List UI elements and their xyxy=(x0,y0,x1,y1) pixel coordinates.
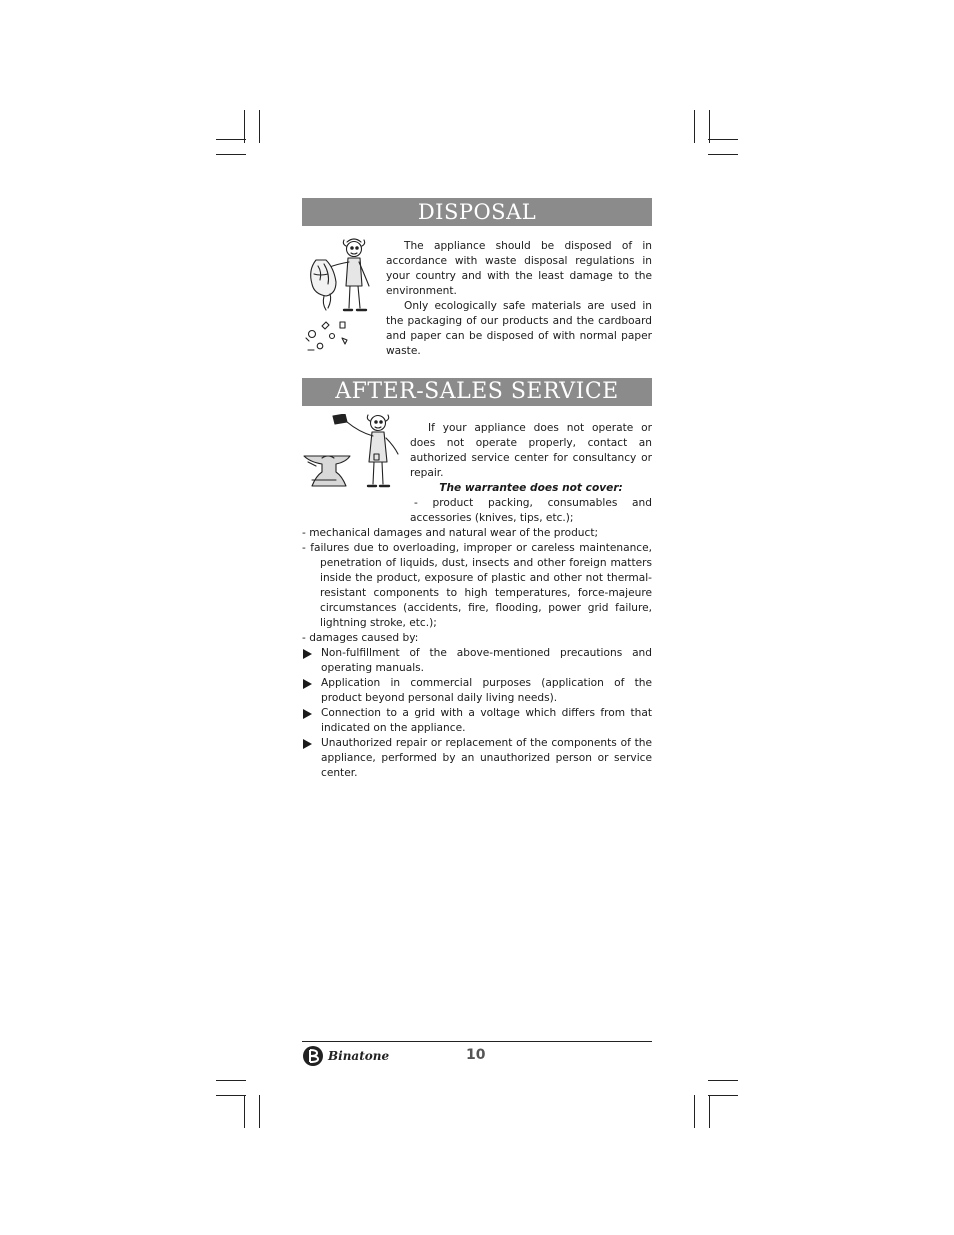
damage-causes-list xyxy=(302,646,652,781)
crop-mark xyxy=(259,110,260,143)
list-item: Connection to a grid with a voltage which differs from that indicated on the appliance. xyxy=(302,706,652,736)
binatone-logo-icon xyxy=(302,1045,326,1067)
crop-mark xyxy=(709,1095,710,1128)
crop-mark xyxy=(216,1080,246,1081)
crop-mark xyxy=(694,110,695,143)
brand-name: Binatone xyxy=(328,1049,390,1063)
right-triangle-bullet-icon xyxy=(303,649,312,659)
crop-mark xyxy=(708,154,738,155)
list-item: Non-fulfillment of the above-mentioned precautions and operating manuals. xyxy=(302,646,652,676)
disposal-section-header xyxy=(302,198,652,226)
after-sales-intro-text: If your appliance does not operate or does not operate properly, contact an authorized service center for consultancy or repair. xyxy=(410,422,652,479)
warranty-item: - damages caused by: xyxy=(302,632,419,644)
warranty-item: - failures due to overloading, improper or careless maintenance, penetration of liquids, dust, insects and other foreign matters inside the product, exposure of plastic and other not thermal-resistant components to high temperatures, force-majeure circumstances (accidents, fire, flooding, power grid failure, lightning stroke, etc.); xyxy=(302,542,652,629)
crop-mark xyxy=(694,1095,695,1128)
crop-mark xyxy=(708,1080,738,1081)
crop-mark xyxy=(216,154,246,155)
page-footer xyxy=(302,1041,652,1063)
right-triangle-bullet-icon xyxy=(303,709,312,719)
man-disposing-waste-illustration xyxy=(302,238,382,366)
list-item: Unauthorized repair or replacement of the components of the appliance, performed by an unauthorized person or service center. xyxy=(302,736,652,781)
page-content xyxy=(302,198,652,781)
after-sales-section-header xyxy=(302,378,652,406)
crop-mark xyxy=(708,1095,738,1096)
after-sales-section xyxy=(302,414,652,781)
warranty-title: The warrantee does not cover: xyxy=(439,482,623,494)
crop-mark xyxy=(259,1095,260,1128)
brand-logo xyxy=(302,1045,389,1067)
crop-mark xyxy=(708,139,738,140)
crop-mark xyxy=(216,1095,246,1096)
warranty-exclusions xyxy=(302,526,652,781)
page-number: 10 xyxy=(466,1047,486,1063)
man-with-hammer-anvil-illustration xyxy=(302,414,406,506)
right-triangle-bullet-icon xyxy=(303,679,312,689)
after-sales-title: AFTER-SALES SERVICE xyxy=(335,379,619,404)
warranty-item: - mechanical damages and natural wear of the product; xyxy=(302,527,599,539)
footer-rule xyxy=(302,1041,652,1042)
list-item: Application in commercial purposes (application of the product beyond personal daily living needs). xyxy=(302,676,652,706)
after-sales-intro xyxy=(410,414,652,526)
disposal-paragraph: Only ecologically safe materials are used in the packaging of our products and the cardboard and paper can be disposed of with normal paper waste. xyxy=(386,300,652,357)
warranty-item: - product packing, consumables and accessories (knives, tips, etc.); xyxy=(410,497,652,524)
disposal-text xyxy=(386,239,652,359)
crop-mark xyxy=(709,110,710,143)
crop-mark xyxy=(216,139,246,140)
disposal-title: DISPOSAL xyxy=(417,200,537,224)
disposal-paragraph: The appliance should be disposed of in accordance with waste disposal regulations in your country and with the least damage to the environment. xyxy=(386,240,652,297)
crop-mark xyxy=(244,110,245,143)
crop-mark xyxy=(244,1095,245,1128)
disposal-section xyxy=(302,234,652,369)
right-triangle-bullet-icon xyxy=(303,739,312,749)
